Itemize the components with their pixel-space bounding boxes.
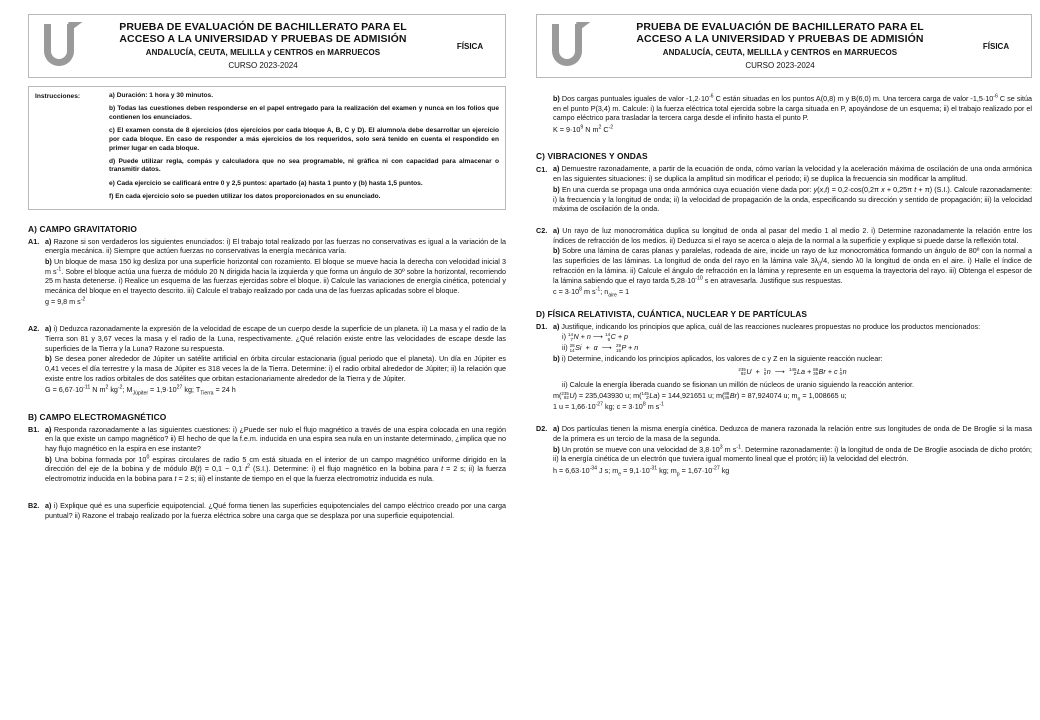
exercise-a2 — [28, 324, 506, 354]
part-label: a) — [45, 324, 52, 334]
exercise-number: C2. — [536, 226, 548, 236]
part-text: Responda razonadamente a las siguientes cuestiones: i) ¿Puede ser nulo el flujo magnético a través de una espira colocada en una región en la que existe un campo magnético? ii) El hecho de que la f.e.m. inducida en una espira sea nula en un instante determinado, ¿implica que no hay flujo magnético en la espira en ese instante? — [45, 424, 507, 454]
header-course-line: CURSO 2023-2024 — [745, 60, 815, 70]
part-text: i) Deduzca razonadamente la expresión de la velocidad de escape de un cuerpo desde la superficie de un planeta. ii) La masa y el radio de la Tierra son 81 y 3,67 veces la masa y el radio de la Luna, respectivamente. ¿Qué relación existe entre las velocidades de escape desde las superficies de la Tierra y la Luna? Razone su respuesta. — [45, 324, 507, 353]
exercise-part-a — [45, 237, 506, 256]
part-text: Demuestre razonadamente, a partir de la ecuación de onda, cómo varían la velocidad y la aceleración máxima de oscilación de una onda armónica en las siguientes situaciones: i) se duplica la amplitud sin modificar el periodo; ii) se duplica la frecuencia sin modificar la amplitud. — [553, 164, 1032, 184]
exercise-b2-b — [536, 94, 1032, 135]
part-label: a) — [45, 424, 52, 434]
university-logo — [29, 15, 91, 77]
block-title-c: C) VIBRACIONES Y ONDAS — [536, 151, 648, 162]
header-region-line: ANDALUCÍA, CEUTA, MELILLA y CENTROS en MARRUECOS — [145, 48, 381, 58]
exercise-d1-b — [536, 354, 1032, 413]
header-line-1: PRUEBA DE EVALUACIÓN DE BACHILLERATO PARA EL — [636, 20, 924, 33]
header-course-line: CURSO 2023-2024 — [228, 60, 298, 70]
instructions-list — [109, 92, 499, 202]
exercise-data: $h = 6,63\cdot 10^{-34}$ J s; $m_e = 9,1\cdot 10^{-31}$ kg; $m_p = 1,67\cdot 10^{-27}$ kg — [553, 465, 730, 477]
exercise-b1 — [28, 425, 506, 455]
part-label: b) — [45, 256, 52, 266]
page-header-right — [536, 14, 1032, 78]
exercise-b1-b — [28, 455, 506, 485]
part-text: Un bloque de masa 150 kg desliza por una superficie horizontal con rozamiento. El bloque se mueve hacia la derecha con velocidad inicial 3 m $s^{-1}$. Sobre el bloque actúa una fuerza de módulo 20 N dirigida hacia la izquierda y que forma un ángulo de 30º sobre la horizontal, recorriendo 25 m hasta detenerse. i) Realice un esquema de las fuerzas ejercidas sobre el bloque. ii) Calcule las variaciones de energía cinética, potencial y mecánica del bloque en el trayecto descrito. iii) Calcule el trabajo realizado por cada una de las fuerzas aplicadas sobre el bloque. — [45, 256, 506, 296]
part-text: Dos cargas puntuales iguales de valor $-1,2\cdot 10^{-6}$ C están situadas en los puntos A(0,8) m y B(6,0) m. Una tercera carga de valor $-1,5\cdot 10^{-6}$ C se sitúa en el punto P(3,4) m. Calcule: i) la fuerza eléctrica total ejercida sobre la carga situada en P, apoyándose de un esquema; ii) el trabajo realizado por el campo eléctrico para trasladar la tercera carga desde el infinito hasta el punto P. — [553, 93, 1032, 123]
instruction-item: c) El examen consta de 8 ejercicios (dos ejercicios por cada bloque A, B, C y D). El alumno/a debe desarrollar un ejercicio por cada bloque. En caso de responder a más ejercicios de los requeridos, solo será tenido en cuenta el respondido en primer lugar en cada bloque. — [109, 127, 499, 152]
part-text: Sobre una lámina de caras planas y paralelas, rodeada de aire, incide un rayo de luz monocromática formando un ángulo de 80º con la normal a las superficies de las láminas. La longitud de onda del rayo en la lámina vale $3\lambda_0/4$, siendo λ0 la longitud de onda en el aire. i) Halle el índice de refracción en la lámina. ii) Calcule el ángulo de refracción en la lámina y represente en un esquema la trayectoria del rayo. iii) Obtenga el espesor de la lámina sabiendo que el rayo tarda $5,28\cdot 10^{-10}$ s en atravesarla. Justifique sus respuestas. — [553, 246, 1032, 285]
instructions-label: Instrucciones: — [35, 93, 81, 100]
exercise-part-b — [553, 445, 1032, 464]
instruction-item: d) Puede utilizar regla, compás y calculadora que no sea programable, ni gráfica ni con capacidad para almacenar o transmitir datos. — [109, 157, 499, 174]
instruction-item: e) Cada ejercicio se calificará entre 0 y 2,5 puntos: apartado (a) hasta 1 punto y (b) hasta 1,5 puntos. — [109, 179, 423, 187]
nuclear-reaction-ii: ii) 28 14 Si + α ⟶ 29 15 P + n — [562, 342, 639, 353]
exercise-data-1: m( 235 92 U) = 235,043930 u; m( 145 Z La) = 144,921651 u; m( 88 35 Br) = 87,924074 u; $m_n = 1,008665$ u; — [553, 390, 847, 403]
exercise-d2-b — [536, 445, 1032, 477]
exercise-part-b — [553, 246, 1032, 285]
part-text: i) Determine, indicando los principios aplicados, los valores de c y Z en la siguiente reacción nuclear: — [561, 354, 883, 364]
part-label: b) — [553, 184, 560, 194]
exercise-part-a — [45, 425, 506, 454]
part-text: Una bobina formada por $10^0$ espiras circulares de radio 5 cm está situada en el interior de un campo magnético uniforme dirigido en la dirección del eje de la bobina y de módulo B(t) = 0,1 − 0,1 $t^2$ (S.I.). Determine: i) el flujo magnético en la bobina para t = 2 s; ii) la fuerza electromotriz inducida en la bobina para t = 2 s; iii) el instante de tiempo en el que la fuerza electromotriz inducida es nula. — [45, 454, 506, 484]
exercise-part-b-ii: ii) Calcule la energía liberada cuando se fisionan un millón de núcleos de uranio siguiendo la reacción anterior. — [562, 379, 915, 389]
exercise-data-2: 1 $u = 1,66\cdot 10^{-27}$ kg; $c = 3\cdot 10^8$ m $s^{-1}$ — [553, 402, 664, 412]
part-label: b) — [553, 354, 560, 364]
part-label: b) — [45, 454, 52, 464]
block-title-d: D) FÍSICA RELATIVISTA, CUÁNTICA, NUCLEAR Y DE PARTÍCULAS — [536, 308, 808, 319]
exercise-part-a — [553, 164, 1032, 183]
instruction-item: a) Duración: 1 hora y 30 minutos. — [109, 92, 214, 99]
exercise-part-a — [553, 226, 1032, 245]
exercise-c1 — [536, 164, 1032, 184]
u-letter-icon — [548, 22, 588, 70]
exercise-c2-b — [536, 246, 1032, 297]
part-text: Un protón se mueve con una velocidad de $3,8\cdot 10^3$ m $s^{-1}$. Determine razonadamente: i) la longitud de onda de De Broglie asociada de dicho protón; ii) la energía cinética de un electrón que tuviera igual momento lineal que el protón; iii) la velocidad del electrón. — [553, 444, 1033, 464]
header-subject: FÍSICA — [982, 41, 1010, 51]
exercise-part-b — [553, 354, 1032, 364]
exercise-c2 — [536, 226, 1032, 246]
exercise-d2 — [536, 424, 1032, 444]
part-label: b) — [45, 354, 52, 364]
header-title-block — [599, 15, 961, 77]
block-title-a: A) CAMPO GRAVITATORIO — [28, 223, 137, 234]
part-text: Justifique, indicando los principios que aplica, cuál de las reacciones nucleares propuestas no produce los productos mencionados: — [561, 321, 981, 331]
exercise-number: C1. — [536, 164, 548, 174]
nuclear-reaction-b: 235 92 U + 1 0 n ⟶ 145 Z La + 88 35 Br + c 1 0 n — [738, 366, 847, 377]
instruction-item: f) En cada ejercicio solo se pueden utilizar los datos proporcionados en su enunciado. — [109, 192, 381, 200]
header-title-block — [91, 15, 435, 77]
exercise-a2-b — [28, 354, 506, 395]
exercise-a1 — [28, 237, 506, 257]
instructions-box — [28, 86, 506, 210]
exercise-part-b — [553, 185, 1032, 214]
exercise-number: D1. — [536, 321, 548, 331]
exercise-part-b — [553, 94, 1032, 123]
exercise-data: g = 9,8 m $s^{-2}$ — [45, 296, 86, 307]
instruction-item: b) Todas las cuestiones deben responderse en el papel entregado para la realización del examen y nunca en los folios que contienen los enunciados. — [109, 105, 499, 121]
exercise-data: $c = 3\cdot 10^8$ m $s^{-1}$; $n_{aire} = 1$ — [553, 286, 630, 299]
exercise-part-a — [45, 324, 506, 353]
exercise-number: A2. — [28, 324, 40, 334]
exam-page-right — [520, 0, 1040, 720]
part-text: Un rayo de luz monocromática duplica su longitud de onda al pasar del medio 1 al medio 2. i) Determine razonadamente la relación entre los índices de refracción de los medios. ii) Deduzca si el rayo se acerca o aleja de la normal a la superficie y explique si puede darse la reflexión total. — [553, 225, 1032, 245]
block-title-b: B) CAMPO ELECTROMAGNÉTICO — [28, 411, 167, 422]
exercise-part-a — [553, 424, 1032, 443]
left-page-content — [28, 224, 506, 522]
part-label: a) — [553, 164, 560, 174]
part-label: a) — [553, 424, 560, 434]
part-label: a) — [553, 321, 560, 331]
header-line-2: ACCESO A LA UNIVERSIDAD Y PRUEBAS DE ADMISIÓN — [119, 33, 407, 46]
part-text: En una cuerda se propaga una onda armónica cuya ecuación viene dada por: y(x,t) = 0,2·cos(0,2π x + 0,25π t + π) (S.I.). Calcule razonadamente: i) la frecuencia y la longitud de onda; ii) la velocidad de propagación de la onda, especificando su dirección y sentido de propagación; iii) la velocidad máxima de oscilación de la onda. — [553, 184, 1033, 214]
exercise-part-a — [45, 501, 506, 520]
header-subject: FÍSICA — [456, 41, 484, 51]
part-label: b) — [553, 246, 560, 256]
exercise-number: A1. — [28, 236, 40, 246]
exercise-number: D2. — [536, 424, 548, 434]
page-header-left — [28, 14, 506, 78]
nuclear-reaction-i: i) 14 7 N + n ⟶ 14 6 C + p — [562, 332, 629, 342]
exercise-part-b — [45, 257, 506, 296]
right-page-content — [536, 94, 1032, 476]
header-line-1: PRUEBA DE EVALUACIÓN DE BACHILLERATO PARA EL — [119, 20, 407, 33]
exercise-data: $G = 6,67\cdot 10^{-11}$ N $m^2$ $kg^{-2}$; $M_{Júpiter} = 1,9\cdot 10^{27}$ kg; $T_{Tierra} = 24$ h — [45, 384, 236, 397]
u-letter-icon — [40, 22, 80, 70]
exercise-part-a — [553, 322, 1032, 332]
part-label: a) — [45, 236, 52, 246]
exercise-part-b — [45, 455, 506, 484]
header-line-2: ACCESO A LA UNIVERSIDAD Y PRUEBAS DE ADMISIÓN — [636, 33, 924, 46]
part-label: a) — [45, 500, 52, 510]
part-text: i) Explique qué es una superficie equipotencial. ¿Qué forma tienen las superficies equipotenciales del campo eléctrico creado por una carga puntual? ii) Razone el trabajo realizado por la fuerza eléctrica sobre una carga que se desplaza por una superficie equipotencial. — [45, 500, 507, 520]
university-logo — [537, 15, 599, 77]
part-text: Razone si son verdaderos los siguientes enunciados: i) El trabajo total realizado por las fuerzas no conservativas es igual a la variación de la energía mecánica. ii) Siempre que actúen fuerzas no conservativas la energía mecánica varía. — [45, 236, 507, 256]
exercise-number: B1. — [28, 424, 40, 434]
part-text: Se desea poner alrededor de Júpiter un satélite artificial en órbita circular estacionaria (igual periodo que el planeta). Un día en Júpiter es 0,41 veces el día terrestre y la masa de Júpiter es 318 veces la de la Tierra. Determine: i) el radio orbital alrededor de Júpiter; ii) la relación que existe entre los radios orbitales de dos satélites que orbitan estacionariamente alrededor de la Tierra y de Júpiter. — [45, 354, 506, 383]
part-label: b) — [553, 444, 560, 454]
exercise-data: $K = 9\cdot 10^9$ N $m^2$ $C^{-2}$ — [553, 124, 614, 134]
part-label: b) — [553, 94, 560, 103]
exercise-d1 — [536, 322, 1032, 355]
part-label: a) — [553, 225, 560, 235]
exercise-a1-b — [28, 257, 506, 308]
exercise-number: B2. — [28, 501, 40, 511]
exercise-b2 — [28, 501, 506, 521]
part-text: Dos partículas tienen la misma energía cinética. Deduzca de manera razonada la relación entre sus longitudes de onda de De Broglie si la masa de la primera es un tercio de la masa de la segunda. — [553, 424, 1032, 443]
exercise-part-b — [45, 354, 506, 383]
exercise-c1-b — [536, 185, 1032, 215]
header-region-line: ANDALUCÍA, CEUTA, MELILLA y CENTROS en MARRUECOS — [662, 48, 898, 58]
